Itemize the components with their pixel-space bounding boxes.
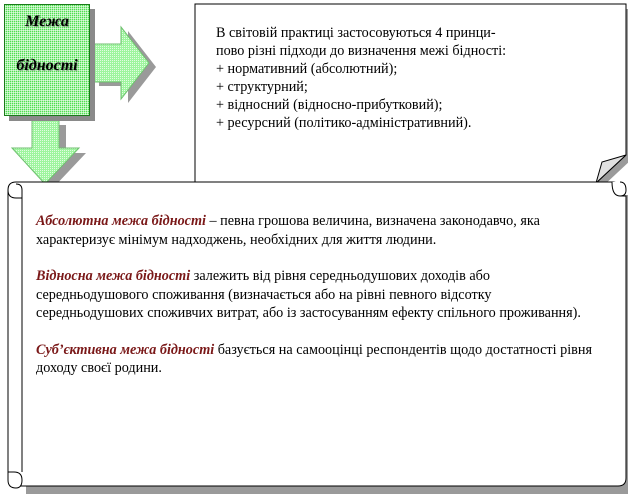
definition-relative (36, 267, 596, 323)
definition-absolute (36, 212, 596, 249)
definition-term: Абсолютна межа бідності (36, 213, 206, 229)
definitions (36, 212, 596, 396)
definition-text: залежить від рівня середньодушових доходів або середньодушового споживання (визначається або на рівні певного відсотку середньодушових споживчих витрат, або із застосуванням ефекту спільного проживання). (36, 268, 581, 321)
right-arrow (92, 27, 149, 99)
title-box (4, 4, 90, 116)
info-line: + ресурсний (політико-адміністративний). (216, 115, 472, 131)
title-line-1: Межа (25, 13, 69, 30)
info-line: + структурний; (216, 79, 308, 95)
info-line: пово різні підходи до визначення межі бідності: (216, 43, 507, 59)
info-line: + нормативний (абсолютний); (216, 61, 398, 77)
down-arrow (12, 120, 79, 184)
definition-text: – певна грошова величина, визначена законодавчо, яка характеризує мінімум надходжень, необхідних для життя людини. (36, 213, 540, 248)
info-line: В світовій практиці застосовуються 4 принци- (216, 25, 496, 41)
title-line-2: бідності (16, 57, 78, 74)
definition-term: Суб’єктивна межа бідності (36, 341, 215, 358)
definition-term: Відносна межа бідності (36, 268, 191, 284)
info-line: + відносний (відносно-прибутковий); (216, 97, 443, 113)
definition-text: базується на самооцінці респондентів щодо достатності рівня доходу своєї родини. (36, 341, 592, 376)
scroll-bottom-curl (8, 472, 22, 488)
definition-subjective (36, 341, 596, 378)
info-text (216, 24, 616, 132)
